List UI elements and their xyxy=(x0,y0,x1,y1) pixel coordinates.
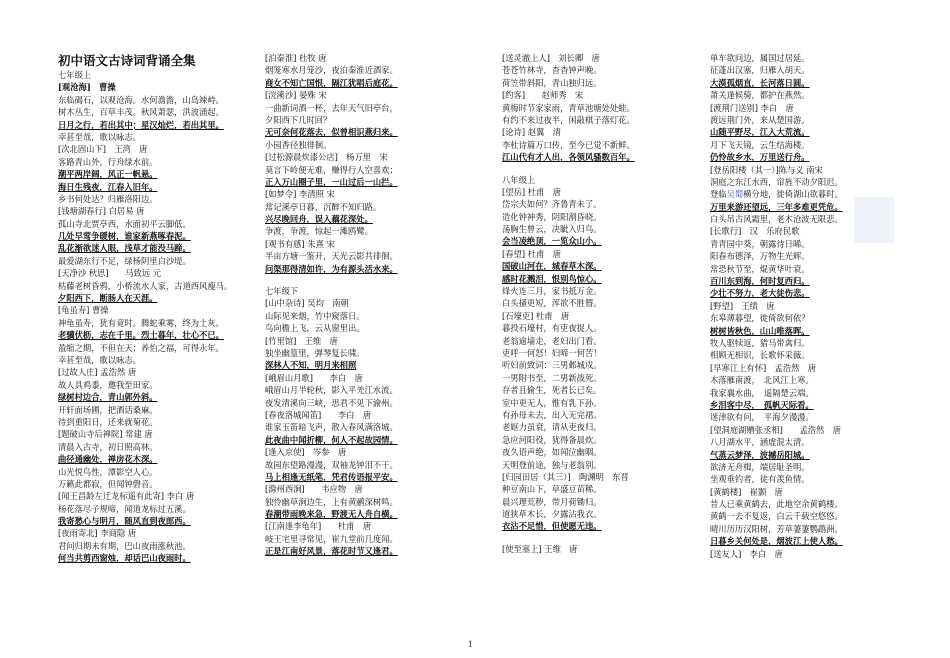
text-line: 阳春布德泽，万物生光辉。 xyxy=(710,251,810,262)
text-line: 马上相逢无纸笔，凭君传语报平安。 xyxy=(265,471,398,482)
text-line: 谁家玉笛暗飞声，散入春风满洛城。 xyxy=(265,422,398,433)
text-line: 孤山寺北贾亭西，水面初平云脚低。 xyxy=(58,218,191,229)
text-line: [题破山寺后禅院] 常建 唐 xyxy=(58,429,153,440)
text-line: 青青园中葵，朝露待日晞。 xyxy=(710,238,810,249)
text-line: 有孙母未去，出入无完裙。 xyxy=(502,409,602,420)
text-line: [闻王昌龄左迁龙标遥有此寄] 李白 唐 xyxy=(58,491,195,502)
page-number: 1 xyxy=(468,640,474,649)
text-line: 山随平野尽，江入大荒流。 xyxy=(710,127,810,138)
text-line: 老翁逾墙走，老妇出门看。 xyxy=(502,335,602,346)
text-line: [石壕吏] 杜甫 唐 xyxy=(502,310,570,321)
text-line: 独坐幽篁里，弹琴复长啸。 xyxy=(265,347,365,358)
text-line: [使至塞上] 王维 唐 xyxy=(502,543,578,554)
column-2 xyxy=(265,52,465,558)
spacer xyxy=(265,275,465,285)
text-line: [江南逢李龟年] 杜甫 唐 xyxy=(265,521,372,532)
text-line: 常记溪亭日暮，沉醉不知归路。 xyxy=(265,201,382,212)
text-line: 道狭草木长，夕露沾我衣。 xyxy=(502,509,602,520)
text-line: 月下飞天镜，云生结海楼。 xyxy=(710,139,810,150)
text-line: 室中更无人，惟有乳下孙。 xyxy=(502,397,602,408)
text-line: 八年级上 xyxy=(502,174,536,185)
text-line: [春夜洛城闻笛] 李白 唐 xyxy=(265,409,372,420)
text-line: 曲径通幽处，禅房花木深。 xyxy=(58,454,158,465)
text-line: 绿树村边合，青山郭外斜。 xyxy=(58,392,158,403)
text-line: 烟笼寒水月笼沙，夜泊秦淮近酒家。 xyxy=(265,65,398,76)
text-line: [望岳] 杜甫 唐 xyxy=(502,186,561,197)
text-line: 天明登前途，独与老翁别。 xyxy=(502,459,602,470)
text-line: [登岳阳楼（其一）]陈与义 南宋 xyxy=(710,164,823,175)
text-line: 岱宗夫如何？齐鲁青未了。 xyxy=(502,199,602,210)
text-line: [钱塘湖春行] 白居易 唐 xyxy=(58,206,145,217)
text-line: 烽火连三月，家书抵万金。 xyxy=(502,286,602,297)
text-line: 常恐秋节至，焜黄华叶衰。 xyxy=(710,263,810,274)
text-line: 渡远荆门外，来从楚国游。 xyxy=(710,114,810,125)
column-3 xyxy=(502,52,687,555)
text-line: 会当凌绝顶，一览众山小。 xyxy=(502,236,602,247)
text-line: 老骥伏枥，志在千里。烈士暮年，壮心不已。 xyxy=(58,330,224,341)
text-line: 正入万山圈子里，一山过后一山拦。 xyxy=(265,176,398,187)
text-line: [野望] 王绩 唐 xyxy=(710,300,775,311)
text-line: 半亩方塘一鉴开，天光云影共徘徊。 xyxy=(265,251,398,262)
text-line: 清晨入古寺，初日照高林。 xyxy=(58,441,158,452)
text-line: 海日生残夜，江春入旧年。 xyxy=(58,181,158,192)
text-line: 争渡，争渡，惊起一滩鸥鹭。 xyxy=(265,226,373,237)
text-line: 潮平两岸阔，风正一帆悬。 xyxy=(58,169,158,180)
text-line: [夜雨寄北] 李商隐 唐 xyxy=(58,528,137,539)
column-1 xyxy=(58,52,248,565)
text-line: 一曲新词酒一杯，去年天气旧亭台， xyxy=(265,102,398,113)
text-line: 黄鹤一去不复返，白云千载空悠悠。 xyxy=(710,511,843,522)
text-line: 单车欲问边，属国过居延。 xyxy=(710,53,810,63)
text-line: [春望] 杜甫 唐 xyxy=(502,248,561,259)
text-line: 树木丛生，百草丰茂。秋风萧瑟，洪波涌起。 xyxy=(58,107,224,118)
text-line: [次北固山下] 王湾 唐 xyxy=(58,144,148,155)
text-line: 木落雁南渡， 北风江上寒。 xyxy=(710,375,814,386)
text-line: 无可奈何花落去，似曾相识燕归来。 xyxy=(265,127,398,138)
text-line: 昔人已乘黄鹤去，此地空余黄鹤楼。 xyxy=(710,499,843,510)
text-line: 百川东到海，何时复西归。 xyxy=(710,276,810,287)
text-line: [早寒江上有怀] 孟浩然 唐 xyxy=(710,362,817,373)
text-line: 我寄愁心与明月，随风直到夜郎西。 xyxy=(58,516,191,527)
text-line: [浣溪沙] 晏殊 宋 xyxy=(265,90,327,101)
column-4 xyxy=(710,52,888,560)
text-line: 仍怜故乡水，万里送行舟。 xyxy=(710,152,810,163)
spacer xyxy=(502,164,687,174)
text-line: 峨眉山月半轮秋，影入平羌江水流。 xyxy=(265,385,398,396)
text-line: [归园田居（其三）] 陶渊明 东晋 xyxy=(502,471,629,482)
text-line: 乱花渐欲迷人眼，浅草才能没马蹄。 xyxy=(58,243,191,254)
text-line: [峨眉山月歌] 李白 唐 xyxy=(265,372,363,383)
text-line: [约客] 赵师秀 宋 xyxy=(502,90,584,101)
text-line: 夕阳西下，断肠人在天涯。 xyxy=(58,293,158,304)
text-line: 此夜曲中闻折柳，何人不起故园情。 xyxy=(265,434,398,445)
text-line: 登临吴蜀横分地，徙倚湖山欲暮时。 xyxy=(710,189,843,200)
text-line: [竹里馆] 王维 唐 xyxy=(265,335,338,346)
text-line: 春潮带雨晚来急，野渡无人舟自横。 xyxy=(265,509,398,520)
text-line: 迷津欲有问， 平海夕漫漫。 xyxy=(710,412,814,423)
text-line: [送友人] 李白 唐 xyxy=(710,548,783,559)
text-line: 吏呼一何怒！妇啼一何苦！ xyxy=(502,347,602,358)
text-line: 衣沾不足惜，但使愿无违。 xyxy=(502,521,602,532)
text-line: 造化钟神秀，阴阳割昏晓。 xyxy=(502,211,602,222)
text-line: 七年级下 xyxy=(265,286,299,297)
text-line: [望洞庭湖赠张丞相] 孟浩然 唐 xyxy=(710,424,841,435)
text-line: 日月之行，若出其中；星汉灿烂，若出其里。 xyxy=(58,119,224,130)
text-line: 深林人不知，明月来相照 xyxy=(265,360,357,371)
inline-link[interactable]: 吴蜀 xyxy=(726,189,744,200)
text-line: 晨兴理荒秽，带月荷锄归。 xyxy=(502,496,602,507)
text-line: 征蓬出汉塞，归雁入胡天。 xyxy=(710,65,810,76)
text-line: 白头吊古风霜里，老木沧波无限悲。 xyxy=(710,214,843,225)
text-line: 感时花溅泪，恨别鸟惊心。 xyxy=(502,273,602,284)
text-line: [过松源晨炊漆公店] 杨万里 宋 xyxy=(265,152,388,163)
text-line: [过故人庄] 孟浩然 唐 xyxy=(58,367,137,378)
text-line: 坐观垂钓者，徒有羡鱼情。 xyxy=(710,474,810,485)
text-line: 万里来游还望远，三年多难更凭危。 xyxy=(710,201,843,212)
text-line: 商女不知亡国恨，隔江犹唱后庭花。 xyxy=(265,77,398,88)
text-line: 日暮乡关何处是，烟波江上使人愁。 xyxy=(710,536,843,547)
text-line: 李杜诗篇万口传，至今已觉不新鲜。 xyxy=(502,139,635,150)
text-line: 我家襄水曲， 遥隔楚云端。 xyxy=(710,387,814,398)
text-line: [山中杂诗] 吴均 南朝 xyxy=(265,298,349,309)
text-line: [天净沙 秋思] 马致远 元 xyxy=(58,268,162,279)
text-line: 鸟向檐上飞，云从窗里出。 xyxy=(265,323,365,334)
text-line: 乡书何处达？归雁洛阳边。 xyxy=(58,193,158,204)
text-line: 洞庭之东江水西，帘旌不动夕阳迟。 xyxy=(710,176,843,187)
spacer xyxy=(502,533,687,543)
text-line: 七年级上 xyxy=(58,70,92,80)
text-line: 盈缩之期，不但在天；养怡之福，可得永年。 xyxy=(58,342,224,353)
text-line: 八月湖水平，涵虚混太清。 xyxy=(710,437,810,448)
text-line: 白头搔更短，浑欲不胜簪。 xyxy=(502,298,602,309)
text-line: 问渠那得清如许，为有源头活水来。 xyxy=(265,263,398,274)
text-line: 急应河阳役，犹得备晨炊。 xyxy=(502,434,602,445)
text-line: 少壮不努力，老大徒伤悲。 xyxy=(710,288,810,299)
text-line: 气蒸云梦泽，波撼岳阳城。 xyxy=(710,449,810,460)
text-line: 杨花落尽子规啼，闻道龙标过五溪。 xyxy=(58,503,191,514)
text-line: 独怜幽草涧边生，上有黄鹂深树鸣。 xyxy=(265,496,398,507)
text-line: 大漠孤烟直，长河落日圆。 xyxy=(710,77,810,88)
text-line: 开轩面场圃，把酒话桑麻。 xyxy=(58,404,158,415)
text-line: 幸甚至哉，歌以咏志。 xyxy=(58,354,141,365)
text-line: 客路青山外，行舟绿水前。 xyxy=(58,156,158,167)
text-line: [泊秦淮] 杜牧 唐 xyxy=(265,53,327,63)
text-line: 相顾无相识，长歌怀采薇。 xyxy=(710,350,810,361)
text-line: 待到重阳日，还来就菊花。 xyxy=(58,416,158,427)
text-line: [论诗] 赵翼 清 xyxy=(502,127,561,138)
text-line: [如梦令] 李清照 宋 xyxy=(265,189,335,200)
text-line: 岐王宅里寻常见，崔九堂前几度闻。 xyxy=(265,533,398,544)
text-line: 荷笠带斜阳，青山独归远。 xyxy=(502,77,602,88)
text-line: [逢入京使] 岑参 唐 xyxy=(265,447,347,458)
text-line: 暮投石壕村，有吏夜捉人。 xyxy=(502,323,602,334)
text-line: 黄梅时节家家雨，青草池塘处处蛙。 xyxy=(502,102,635,113)
document-title: 初中语文古诗词背诵全集 xyxy=(58,53,196,68)
text-line: 夕阳西下几时回？ xyxy=(265,114,332,125)
text-line: 正是江南好风景，落花时节又逢君。 xyxy=(265,546,398,557)
text-line: 故园东望路漫漫，双袖龙钟泪不干。 xyxy=(265,459,398,470)
text-line: 故人具鸡黍，邀我至田家。 xyxy=(58,379,158,390)
text-line: 山光悦鸟性，潭影空人心。 xyxy=(58,466,158,477)
text-line: 山际见来烟，竹中窥落日。 xyxy=(265,310,365,321)
text-line: 万籁此都寂，但闻钟磬音。 xyxy=(58,478,158,489)
text-line: [观书有感] 朱熹 宋 xyxy=(265,238,335,249)
text-line: [滁州西涧] 韦应物 唐 xyxy=(265,484,363,495)
text-line: 有约不来过夜半，闲敲棋子落灯花。 xyxy=(502,114,635,125)
text-line: 几处早莺争暖树，谁家新燕啄春泥。 xyxy=(58,231,191,242)
text-line: 萧关逢候骑，都护在燕然。 xyxy=(710,90,810,101)
text-line: 欲济无舟楫，端居耻圣明。 xyxy=(710,461,810,472)
text-line: 幸甚至哉，歌以咏志。 xyxy=(58,131,141,142)
text-line: 树树皆秋色，山山唯落晖。 xyxy=(710,325,810,336)
text-line: 种豆南山下，草盛豆苗稀。 xyxy=(502,484,602,495)
text-line: 一男附书至，二男新战死。 xyxy=(502,372,602,383)
text-line: 江山代有才人出，各领风骚数百年。 xyxy=(502,152,635,163)
text-line: [渡荆门送别] 李白 唐 xyxy=(710,102,794,113)
text-line: [观沧海] 曹操 xyxy=(58,82,116,93)
text-line: 东皋薄暮望，徙倚欲何依？ xyxy=(710,313,810,324)
text-line: 枯藤老树昏鸦，小桥流水人家，古道西风瘦马。 xyxy=(58,280,233,291)
text-line: 荡胸生曾云，决眦入归鸟。 xyxy=(502,224,602,235)
text-line: 牧人驱犊返，猎马带禽归。 xyxy=(710,337,810,348)
text-line: 存者且偷生，死者长已矣。 xyxy=(502,385,602,396)
text-line: 莫言下岭便无难，赚得行人空喜欢； xyxy=(265,164,398,175)
text-line: 苍苍竹林寺，杳杳钟声晚。 xyxy=(502,65,602,76)
text-line: 兴尽晚回舟，误入藕花深处。 xyxy=(265,214,373,225)
text-line: 君问归期未有期，巴山夜雨涨秋池。 xyxy=(58,540,191,551)
text-line: 何当共剪西窗烛，却话巴山夜雨时。 xyxy=(58,553,191,564)
text-line: 夜久语声绝，如闻泣幽咽。 xyxy=(502,447,602,458)
text-line: [龟虽寿] 曹操 xyxy=(58,305,109,316)
text-line: [送灵澈上人] 刘长卿 唐 xyxy=(502,53,600,63)
text-line: 乡泪客中尽， 孤帆天际看。 xyxy=(710,399,814,410)
text-line: 听妇前致词：三男邺城戍。 xyxy=(502,360,602,371)
text-line: 夜发清溪向三峡，思君不见下渝州。 xyxy=(265,397,398,408)
text-line: 东临碣石，以观沧海。水何澹澹，山岛竦峙。 xyxy=(58,94,224,105)
text-line: [长歌行] 汉 乐府民歌 xyxy=(710,226,800,237)
text-line: 国破山河在，城春草木深。 xyxy=(502,261,602,272)
text-line: 最爱湖东行不足，绿杨阴里白沙堤。 xyxy=(58,255,191,266)
text-line: 晴川历历汉阳树，芳草萋萋鹦鹉洲。 xyxy=(710,523,843,534)
text-line: 小园香径独徘徊。 xyxy=(265,139,332,150)
text-line: 老妪力虽衰，请从吏夜归。 xyxy=(502,422,602,433)
text-line: 神龟虽寿，犹有竟时。腾蛇乘雾，终为土灰。 xyxy=(58,317,224,328)
text-line: [黄鹤楼] 崔颢 唐 xyxy=(710,486,783,497)
